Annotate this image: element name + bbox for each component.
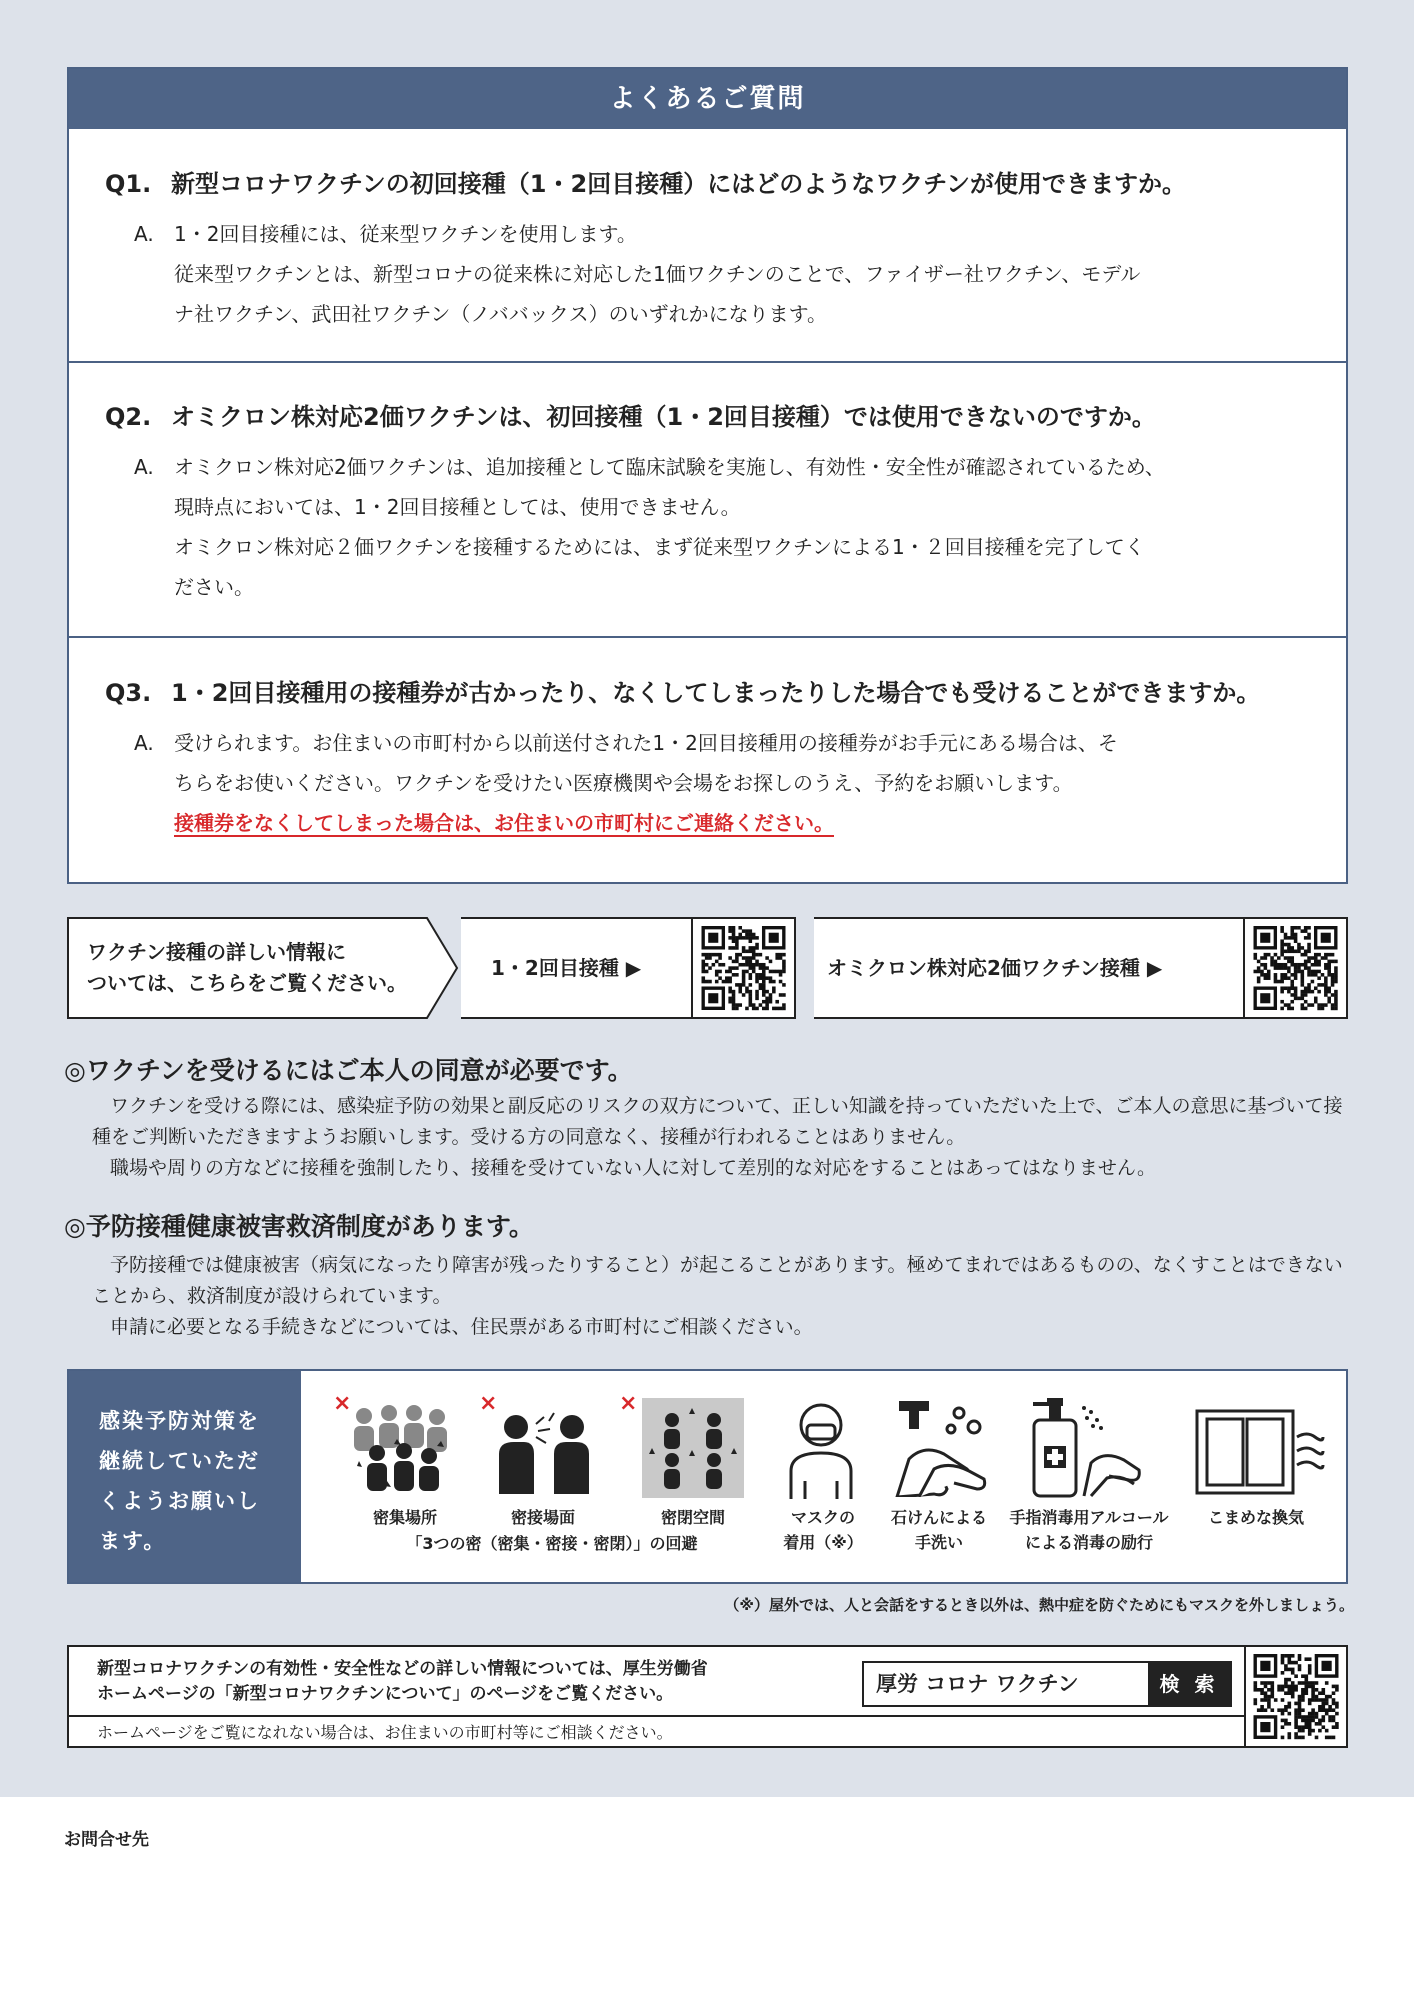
caption-alcohol: 手指消毒用アルコール による消毒の励行 [1009, 1508, 1169, 1552]
avoid-x-icon: × [333, 1391, 352, 1416]
lost-ticket-notice: 接種券をなくしてしまった場合は、お住まいの市町村にご連絡ください。 [174, 811, 834, 835]
qr-code-omicron[interactable] [1243, 917, 1348, 1019]
caption-three-c: 「3つの密（密集・密接・密閉）」の回避 [406, 1534, 698, 1553]
mhlw-info-box [67, 1645, 1348, 1748]
avoid-x-icon: × [619, 1391, 638, 1416]
crowded-place-icon [349, 1401, 449, 1496]
caption-mask: マスクの 着用（※） [783, 1508, 863, 1552]
consent-paragraph-1: ワクチンを受ける際には、感染症予防の効果と副反応のリスクの双方について、正しい知識を持っていただいた上で、ご本人の意思に基づいて接種をご判断いただきますようお願いします。受ける方の同意なく、接種が行われることはありません。 [92, 1095, 1343, 1148]
hand-washing-icon [889, 1399, 989, 1497]
relief-title: ◎予防接種健康被害救済制度があります。 [64, 1212, 534, 1241]
mhlw-sub-text: ホームページをご覧になれない場合は、お住まいの市町村等にご相談ください。 [97, 1723, 673, 1742]
question-2: Q2. オミクロン株対応2価ワクチンは、初回接種（1・2回目接種）では使用できないのですか。 [105, 403, 1156, 431]
mask-icon [785, 1401, 857, 1499]
prevention-box [67, 1369, 1348, 1584]
avoid-x-icon: × [479, 1391, 498, 1416]
search-button[interactable]: 検 索 [1148, 1663, 1230, 1705]
closed-space-icon [642, 1398, 744, 1498]
faq-box [67, 67, 1348, 884]
divider [69, 1715, 1244, 1717]
caption-ventilation: こまめな換気 [1207, 1508, 1304, 1527]
qr-code-initial[interactable] [691, 917, 796, 1019]
vaccine-info-banner [67, 917, 1348, 1019]
link-initial-vaccination[interactable]: 1・2回目接種 ▶ [461, 917, 691, 1019]
question-3: Q3. 1・2回目接種用の接種券が古かったり、なくしてしまったりした場合でも受けることができますか。 [105, 679, 1261, 707]
caption-soap: 石けんによる 手洗い [890, 1508, 987, 1552]
mask-footnote: （※）屋外では、人と会話をするとき以外は、熱中症を防ぐためにもマスクを外しましょう。 [724, 1596, 1354, 1614]
link-omicron-vaccination[interactable]: オミクロン株対応2価ワクチン接種 ▶ [814, 917, 1244, 1019]
ventilation-icon [1195, 1409, 1325, 1495]
consent-paragraph-2: 職場や周りの方などに接種を強制したり、接種を受けていない人に対して差別的な対応をすることはあってはなりません。 [110, 1157, 1156, 1179]
prevention-heading: 感染予防対策を継続していただくようお願いします。 [99, 1409, 260, 1553]
faq-item-3: Q3. 1・2回目接種用の接種券が古かったり、なくしてしまったりした場合でも受けることができますか。 A. 受けられます。お住まいの市町村から以前送付された1・2回目接種用の接種券がお手元にある場合は、そ ちらをお使いください。ワクチンを受けたい医療機関や会場をお探しのうえ、予約をお願いします。 接種券をなくしてしまった場合は、お住まいの市町村にご連絡ください。 [69, 636, 1346, 882]
question-1: Q1. 新型コロナワクチンの初回接種（1・2回目接種）にはどのようなワクチンが使用できますか。 [105, 170, 1186, 198]
close-contact-icon [494, 1409, 594, 1494]
search-query: 厚労 コロナ ワクチン [876, 1672, 1079, 1696]
prevention-heading-panel [69, 1371, 301, 1582]
relief-paragraph-2: 申請に必要となる手続きなどについては、住民票がある市町村にご相談ください。 [110, 1316, 813, 1338]
faq-item-2: Q2. オミクロン株対応2価ワクチンは、初回接種（1・2回目接種）では使用できないのですか。 A. オミクロン株対応2価ワクチンは、追加接種として臨床試験を実施し、有効性・安全性が確認されているため、 現時点においては、1・2回目接種としては、使用できません。 オミクロン株対応２価ワクチンを接種するためには、まず従来型ワクチンによる1・２回目接種を完了してく ださい。 [69, 361, 1346, 636]
qr-code-mhlw[interactable] [1244, 1647, 1346, 1746]
relief-paragraph-1: 予防接種では健康被害（病気になったり障害が残ったりすること）が起こることがあります。極めてまれではあるものの、なくすことはできないことから、救済制度が設けられています。 [92, 1254, 1343, 1307]
hand-sanitizer-icon [1029, 1398, 1141, 1498]
faq-title: よくあるご質問 [69, 69, 1346, 129]
caption-close-contact: 密接場面 [510, 1508, 575, 1527]
search-box[interactable] [862, 1661, 1232, 1707]
caption-closed-space: 密閉空間 [660, 1508, 725, 1527]
mhlw-info-text: 新型コロナワクチンの有効性・安全性などの詳しい情報については、厚生労働省 ホームページの「新型コロナワクチンについて」のページをご覧ください。 [97, 1659, 708, 1704]
faq-item-1: Q1. 新型コロナワクチンの初回接種（1・2回目接種）にはどのようなワクチンが使用できますか。 A. 1・2回目接種には、従来型ワクチンを使用します。 従来型ワクチンとは、新型コロナの従来株に対応した1価ワクチンのことで、ファイザー社ワクチン、モデル ナ社ワクチン、武田社ワクチン（ノババックス）のいずれかになります。 [69, 129, 1346, 429]
info-intro: ワクチン接種の詳しい情報に ついては、こちらをご覧ください。 [67, 917, 457, 1019]
caption-crowded: 密集場所 [372, 1508, 437, 1527]
consent-title: ◎ワクチンを受けるにはご本人の同意が必要です。 [64, 1056, 633, 1085]
contact-label: お問合せ先 [64, 1830, 149, 1850]
